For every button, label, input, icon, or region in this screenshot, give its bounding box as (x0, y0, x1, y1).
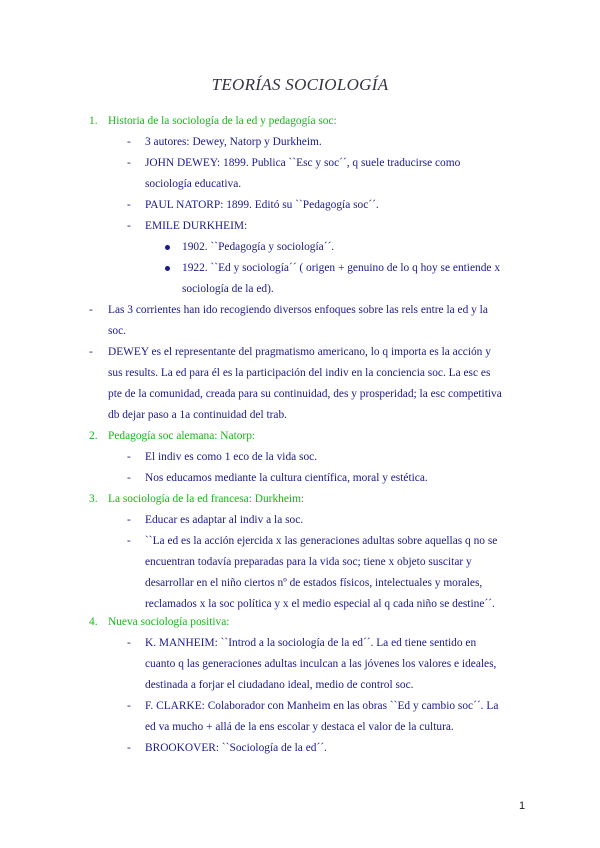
section-1-number: 1. (89, 115, 98, 127)
bullet-dot-icon (165, 266, 170, 271)
dash-marker: - (127, 535, 131, 547)
paragraph-line: sus results. La ed para él es la participación del indiv en la conciencia soc. La esc es (108, 367, 491, 379)
page-number: 1 (519, 800, 526, 812)
page-title: TEORÍAS SOCIOLOGÍA (211, 75, 389, 94)
list-item: Nos educamos mediante la cultura científica, moral y estética. (145, 472, 428, 484)
dash-marker: - (127, 220, 131, 232)
section-3-number: 3. (89, 493, 98, 505)
list-item-continuation: encuentran todavía preparadas para la vida soc; tiene x objeto suscitar y (145, 556, 472, 568)
list-item-continuation: reclamados x la soc política y x el medio especial al q cada niño se destine´´. (145, 598, 495, 610)
list-item: F. CLARKE: Colaborador con Manheim en las obras ``Ed y cambio soc´´. La (145, 700, 499, 712)
paragraph-line: db dejar paso a 1a continuidad del trab. (108, 409, 288, 421)
list-item: El indiv es como 1 eco de la vida soc. (145, 451, 318, 463)
list-item: K. MANHEIM: ``Introd a la sociología de la ed´´. La ed tiene sentido en (145, 637, 477, 649)
dash-marker: - (127, 136, 131, 148)
sub-list-item: 1902. ``Pedagogía y sociología´´. (182, 241, 335, 253)
list-item: BROOKOVER: ``Sociología de la ed´´. (145, 742, 327, 754)
list-item: Educar es adaptar al indiv a la soc. (145, 514, 304, 526)
section-2-number: 2. (89, 430, 98, 442)
list-item-continuation: sociología educativa. (145, 178, 242, 190)
list-item: JOHN DEWEY: 1899. Publica ``Esc y soc´´, q suele traducirse como (145, 157, 461, 169)
sub-list-item: 1922. ``Ed y sociología´´ ( origen + genuino de lo q hoy se entiende x (182, 262, 501, 274)
dash-marker: - (127, 700, 131, 712)
dash-marker: - (127, 742, 131, 754)
list-item: 3 autores: Dewey, Natorp y Durkheim. (145, 136, 322, 148)
list-item-continuation: cuanto q las generaciones adultas inculcan a las jóvenes los valores e ideales, (145, 658, 497, 670)
paragraph-line: DEWEY es el representante del pragmatismo americano, lo q importa es la acción y (108, 346, 491, 358)
sub-list-item-continuation: sociología de la ed). (182, 283, 274, 295)
list-item: ``La ed es la acción ejercida x las generaciones adultas sobre aquellas q no se (145, 535, 498, 547)
dash-marker: - (89, 346, 93, 358)
list-item-continuation: desarrollar en el niño ciertos nº de estados físicos, intelectuales y morales, (145, 577, 483, 589)
section-2-heading: Pedagogía soc alemana: Natorp: (108, 430, 256, 442)
section-3-heading: La sociología de la ed francesa: Durkheim: (108, 493, 305, 505)
dash-marker: - (127, 157, 131, 169)
dash-marker: - (127, 637, 131, 649)
paragraph-line: pte de la comunidad, creada para su continuidad, des y prosperidad; la esc competitiva (108, 388, 502, 400)
section-1-heading: Historia de la sociología de la ed y pedagogía soc: (108, 115, 337, 127)
list-item: PAUL NATORP: 1899. Editó su ``Pedagogía soc´´. (145, 199, 379, 211)
dash-marker: - (89, 304, 93, 316)
dash-marker: - (127, 514, 131, 526)
dash-marker: - (127, 472, 131, 484)
list-item-continuation: ed va mucho + allá de la ens escolar y destaca el valor de la cultura. (145, 721, 454, 733)
dash-marker: - (127, 451, 131, 463)
paragraph-line: soc. (108, 325, 127, 337)
list-item-continuation: destinada a forjar el ciudadano ideal, medio de control soc. (145, 679, 414, 691)
section-4-number: 4. (89, 616, 98, 628)
paragraph-line: Las 3 corrientes han ido recogiendo diversos enfoques sobre las rels entre la ed y la (108, 304, 488, 316)
bullet-dot-icon (165, 245, 170, 250)
section-4-heading: Nueva sociología positiva: (108, 616, 230, 628)
list-item: EMILE DURKHEIM: (145, 220, 248, 232)
dash-marker: - (127, 199, 131, 211)
